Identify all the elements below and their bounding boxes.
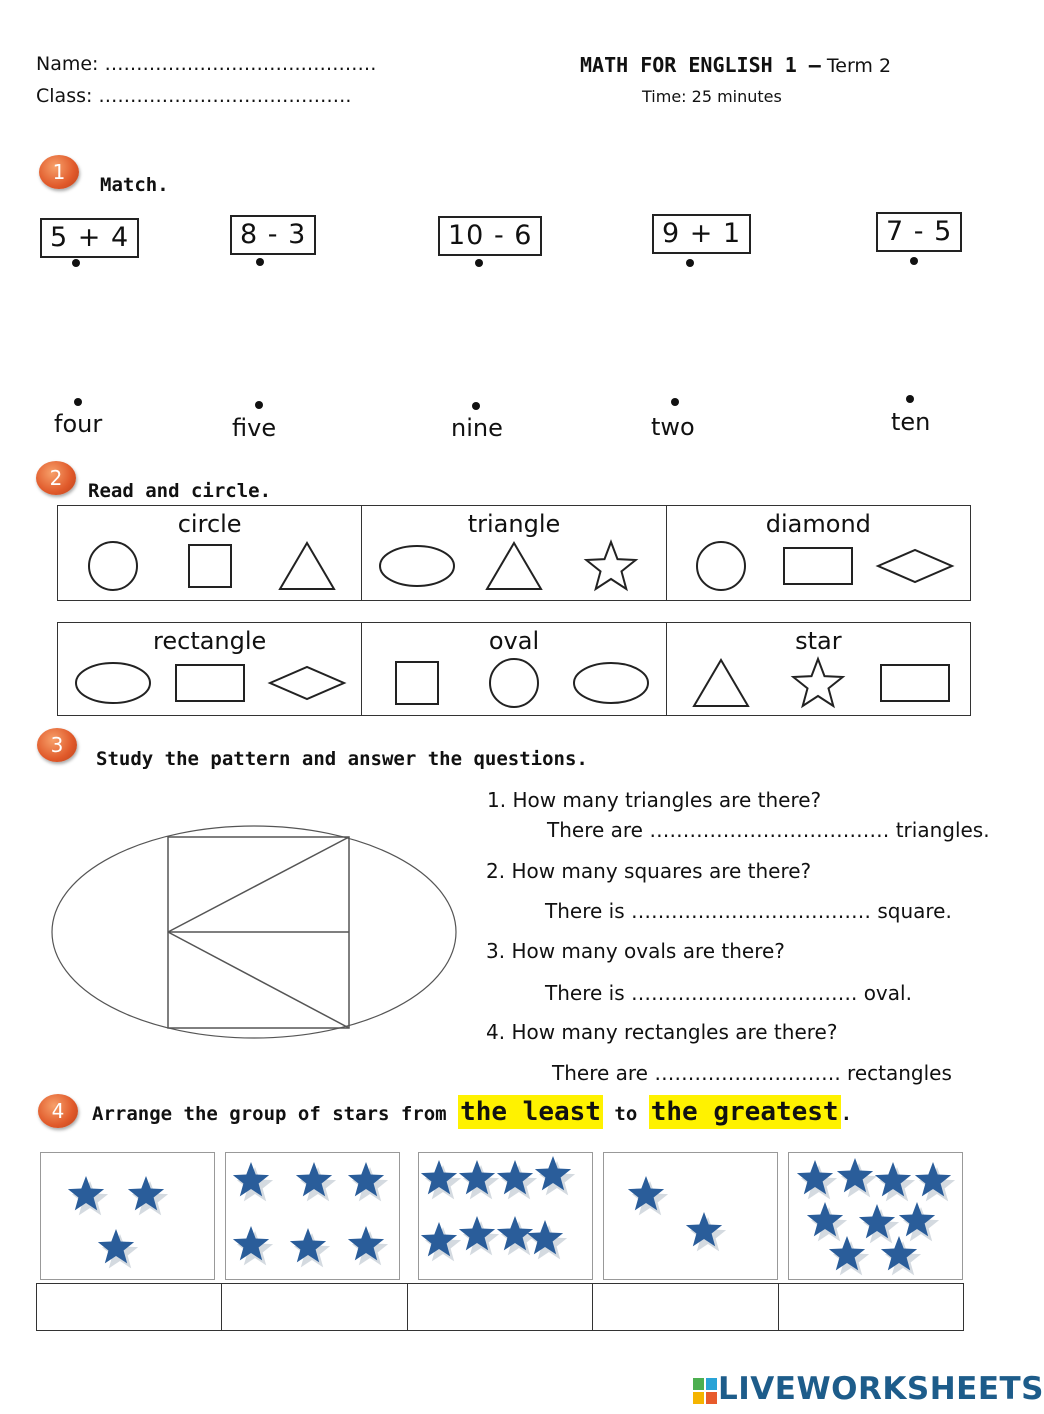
order-answer-cell[interactable] bbox=[222, 1284, 407, 1331]
shape-cell bbox=[362, 623, 666, 716]
expression-match-dot[interactable] bbox=[72, 259, 80, 267]
section-4-title bbox=[92, 1090, 852, 1136]
worksheet-title bbox=[580, 53, 891, 77]
rectangle-shape bbox=[784, 548, 852, 584]
diamond-shape-option[interactable] bbox=[875, 538, 955, 594]
order-answer-cell[interactable] bbox=[778, 1284, 963, 1331]
pattern-lower-diagonal bbox=[168, 932, 349, 1028]
pattern-figure bbox=[50, 822, 462, 1044]
shape-cell bbox=[666, 623, 970, 716]
star-group bbox=[41, 1153, 214, 1279]
shapes-table-row-2 bbox=[57, 622, 971, 716]
shape-cell-label: circle bbox=[177, 510, 242, 538]
triangle-shape-option[interactable] bbox=[681, 655, 761, 711]
rectangle-shape-option[interactable] bbox=[778, 538, 858, 594]
star-shape bbox=[794, 659, 843, 706]
square-shape-option[interactable] bbox=[170, 538, 250, 594]
answer-2[interactable]: There is ……………………………… square. bbox=[545, 899, 952, 923]
diamond-shape bbox=[878, 550, 952, 582]
square-shape bbox=[396, 662, 438, 704]
shapes-table-row-1 bbox=[57, 505, 971, 601]
shape-options bbox=[58, 538, 361, 594]
star-group-box[interactable] bbox=[603, 1152, 778, 1280]
shape-options bbox=[667, 538, 970, 594]
star-group-box[interactable] bbox=[40, 1152, 215, 1280]
expression-match-dot[interactable] bbox=[256, 258, 264, 266]
triangle-shape-option[interactable] bbox=[267, 538, 347, 594]
liveworksheets-logo-icon bbox=[692, 1377, 718, 1405]
shape-cell bbox=[58, 506, 362, 601]
diamond-shape bbox=[270, 667, 344, 699]
star-group bbox=[789, 1153, 962, 1279]
circle-shape-option[interactable] bbox=[474, 655, 554, 711]
diamond-shape-option[interactable] bbox=[267, 655, 347, 711]
star-group bbox=[419, 1153, 592, 1279]
shape-cell-label: rectangle bbox=[153, 627, 267, 655]
highlight-least: the least bbox=[460, 1097, 601, 1127]
time-limit: Time: 25 minutes bbox=[642, 87, 782, 106]
star-group-box[interactable] bbox=[418, 1152, 593, 1280]
section-2-badge: 2 bbox=[36, 461, 76, 495]
question-3: 3. How many ovals are there? bbox=[486, 939, 785, 963]
rectangle-shape bbox=[176, 665, 244, 701]
star-shape-option[interactable] bbox=[571, 538, 651, 594]
circle-shape bbox=[490, 659, 538, 707]
class-field-label: Class: …………………………………. bbox=[36, 85, 352, 107]
shape-cell-label: oval bbox=[488, 627, 540, 655]
oval-shape-option[interactable] bbox=[377, 538, 457, 594]
square-shape bbox=[189, 545, 231, 587]
word-match-dot[interactable] bbox=[906, 395, 914, 403]
shape-cell bbox=[58, 623, 362, 716]
number-word: two bbox=[651, 413, 695, 441]
worksheet-title-main: MATH FOR ENGLISH 1 – bbox=[580, 53, 821, 77]
pattern-upper-diagonal bbox=[168, 837, 349, 932]
star-group-box[interactable] bbox=[788, 1152, 963, 1280]
oval-shape bbox=[76, 663, 150, 703]
word-match-dot[interactable] bbox=[472, 402, 480, 410]
shape-options bbox=[362, 538, 665, 594]
number-word: ten bbox=[891, 408, 931, 436]
expression-match-dot[interactable] bbox=[475, 259, 483, 267]
section-4-title-text: Arrange the group of stars from bbox=[92, 1103, 447, 1125]
section-1-title: Match. bbox=[100, 174, 169, 196]
circle-shape-option[interactable] bbox=[73, 538, 153, 594]
number-word: four bbox=[54, 410, 103, 438]
triangle-shape bbox=[694, 660, 748, 706]
word-match-dot[interactable] bbox=[671, 398, 679, 406]
oval-shape bbox=[380, 546, 454, 586]
order-answer-cell[interactable] bbox=[407, 1284, 592, 1331]
order-answer-table bbox=[36, 1283, 964, 1331]
word-match-dot[interactable] bbox=[255, 401, 263, 409]
answer-4[interactable]: There are ………………………. rectangles bbox=[552, 1061, 952, 1085]
highlight-greatest: the greatest bbox=[650, 1097, 839, 1127]
number-word: nine bbox=[451, 414, 503, 442]
expression-box: 9 + 1 bbox=[652, 214, 751, 254]
star-group bbox=[604, 1153, 777, 1279]
answer-3[interactable]: There is ……………………………. oval. bbox=[545, 981, 912, 1005]
expression-box: 8 - 3 bbox=[230, 215, 316, 255]
question-1: 1. How many triangles are there? bbox=[487, 788, 822, 812]
section-2-title: Read and circle. bbox=[88, 480, 272, 502]
shape-cell bbox=[362, 506, 666, 601]
expression-match-dot[interactable] bbox=[686, 259, 694, 267]
rectangle-shape-option[interactable] bbox=[170, 655, 250, 711]
circle-shape bbox=[697, 542, 745, 590]
triangle-shape bbox=[280, 543, 334, 589]
section-3-badge: 3 bbox=[37, 728, 77, 762]
word-match-dot[interactable] bbox=[74, 398, 82, 406]
answer-1[interactable]: There are ……………………………… triangles. bbox=[547, 818, 990, 842]
star-shape-option[interactable] bbox=[778, 655, 858, 711]
star-shape bbox=[586, 542, 635, 589]
question-2: 2. How many squares are there? bbox=[486, 859, 812, 883]
shape-options bbox=[667, 655, 970, 711]
section-4-period: . bbox=[840, 1103, 853, 1125]
shape-options bbox=[362, 655, 665, 711]
star-group-box[interactable] bbox=[225, 1152, 400, 1280]
section-3-title: Study the pattern and answer the questions. bbox=[96, 748, 588, 770]
expression-box: 7 - 5 bbox=[876, 212, 962, 252]
rectangle-shape-option[interactable] bbox=[875, 655, 955, 711]
expression-box: 5 + 4 bbox=[40, 218, 139, 258]
order-answer-cell[interactable] bbox=[593, 1284, 778, 1331]
section-1-badge: 1 bbox=[39, 155, 79, 189]
name-field-label: Name: ………………………….………… bbox=[36, 53, 377, 75]
expression-box: 10 - 6 bbox=[438, 216, 542, 256]
triangle-shape-option[interactable] bbox=[474, 538, 554, 594]
question-4: 4. How many rectangles are there? bbox=[486, 1020, 838, 1044]
shape-cell-label: diamond bbox=[765, 510, 871, 538]
circle-shape bbox=[89, 542, 137, 590]
shape-cell-label: triangle bbox=[467, 510, 561, 538]
star-group bbox=[226, 1153, 399, 1279]
order-answer-cell[interactable] bbox=[37, 1284, 222, 1331]
rectangle-shape bbox=[881, 665, 949, 701]
triangle-shape bbox=[487, 543, 541, 589]
shape-options bbox=[58, 655, 361, 711]
shape-cell bbox=[666, 506, 970, 601]
section-4-to: to bbox=[614, 1103, 638, 1125]
oval-shape-option[interactable] bbox=[73, 655, 153, 711]
number-word: five bbox=[232, 414, 277, 442]
oval-shape-option[interactable] bbox=[571, 655, 651, 711]
worksheet-term: Term 2 bbox=[826, 55, 892, 77]
section-4-badge: 4 bbox=[38, 1094, 78, 1128]
circle-shape-option[interactable] bbox=[681, 538, 761, 594]
shape-cell-label: star bbox=[795, 627, 842, 655]
oval-shape bbox=[574, 663, 648, 703]
liveworksheets-logo-text: LIVEWORKSHEETS bbox=[718, 1371, 1044, 1407]
square-shape-option[interactable] bbox=[377, 655, 457, 711]
expression-match-dot[interactable] bbox=[910, 257, 918, 265]
